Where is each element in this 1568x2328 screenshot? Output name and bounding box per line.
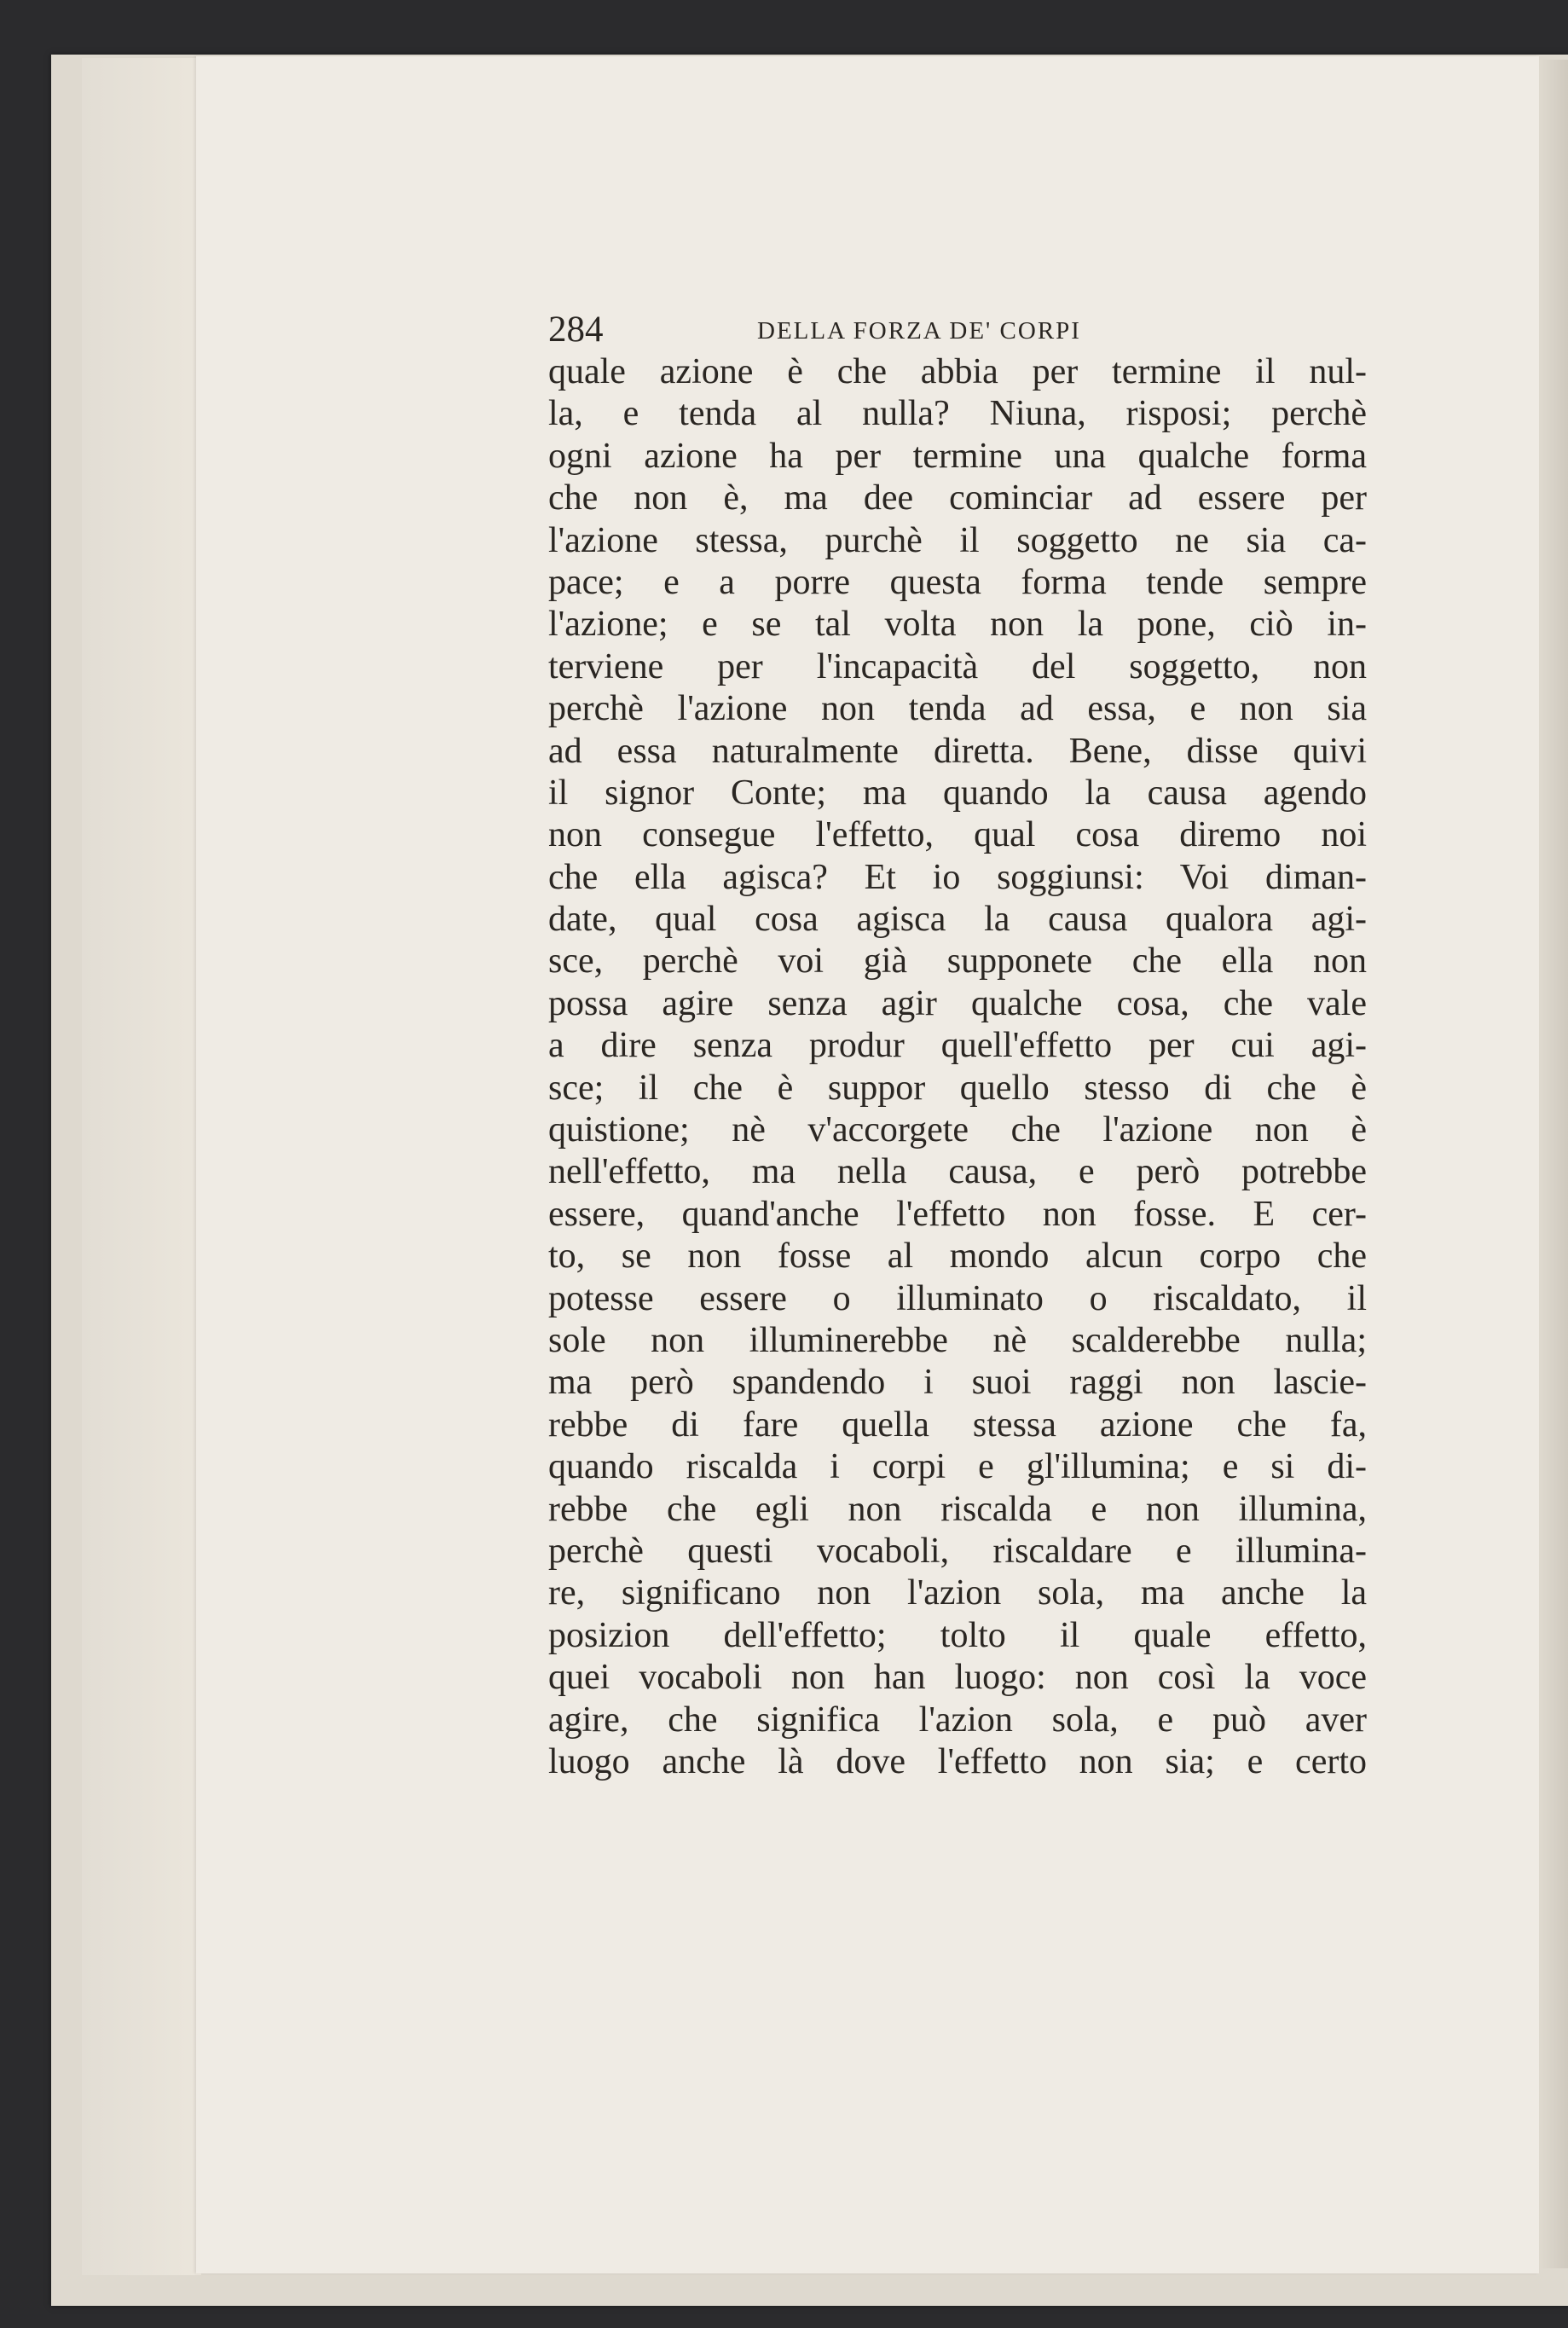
text-line: to, se non fosse al mondo alcun corpo che (548, 1236, 1367, 1277)
text-line: terviene per l'incapacità del soggetto, non (548, 646, 1367, 686)
text-line: luogo anche là dove l'effetto non sia; e certo (548, 1741, 1367, 1781)
text-line: sce; il che è suppor quello stesso di che è (548, 1068, 1367, 1108)
text-line: quei vocaboli non han luogo: non così la voce (548, 1658, 1367, 1698)
text-line: quale azione è che abbia per termine il nul- (548, 352, 1367, 391)
text-line: la, e tenda al nulla? Niuna, risposi; perchè (548, 394, 1367, 434)
text-line: perchè l'azione non tenda ad essa, e non sia (548, 689, 1367, 729)
text-line: posizion dell'effetto; tolto il quale effetto, (548, 1615, 1367, 1655)
text-line: che ella agisca? Et io soggiunsi: Voi diman- (548, 857, 1367, 897)
running-head (548, 309, 1367, 351)
text-line: il signor Conte; ma quando la causa agendo (548, 773, 1367, 813)
text-line: pace; e a porre questa forma tende sempre (548, 562, 1367, 602)
text-line: rebbe che egli non riscalda e non illumina, (548, 1489, 1367, 1529)
text-line: l'azione; e se tal volta non la pone, ciò in- (548, 605, 1367, 645)
text-line: ma però spandendo i suoi raggi non lascie- (548, 1363, 1367, 1403)
text-line: sce, perchè voi già supponete che ella non (548, 941, 1367, 982)
text-line: sole non illuminerebbe nè scalderebbe nulla; (548, 1320, 1367, 1360)
running-title: DELLA FORZA DE' CORPI (757, 317, 1081, 345)
text-line: rebbe di fare quella stessa azione che fa, (548, 1404, 1367, 1445)
text-line: essere, quand'anche l'effetto non fosse. E cer- (548, 1194, 1367, 1234)
text-line: non consegue l'effetto, qual cosa diremo noi (548, 815, 1367, 855)
text-line: re, significano non l'azion sola, ma anche la (548, 1573, 1367, 1613)
text-line: che non è, ma dee cominciar ad essere per (548, 478, 1367, 518)
page-text-block (548, 309, 1367, 1783)
text-line: perchè questi vocaboli, riscaldare e illumina- (548, 1531, 1367, 1571)
text-line: nell'effetto, ma nella causa, e però potrebbe (548, 1152, 1367, 1192)
text-line: agire, che significa l'azion sola, e può aver (548, 1700, 1367, 1740)
text-line: ogni azione ha per termine una qualche forma (548, 436, 1367, 476)
text-line: possa agire senza agir qualche cosa, che vale (548, 983, 1367, 1023)
text-line: quando riscalda i corpi e gl'illumina; e si di- (548, 1447, 1367, 1487)
body-text (548, 351, 1367, 1783)
page-left-margin (82, 58, 201, 2275)
text-line: date, qual cosa agisca la causa qualora agi- (548, 900, 1367, 940)
text-line: a dire senza produr quell'effetto per cui agi- (548, 1026, 1367, 1066)
text-line: l'azione stessa, purchè il soggetto ne sia ca- (548, 520, 1367, 560)
page-number: 284 (548, 310, 604, 350)
text-line: ad essa naturalmente diretta. Bene, disse quivi (548, 731, 1367, 771)
text-line: potesse essere o illuminato o riscaldato, il (548, 1278, 1367, 1318)
text-line: quistione; nè v'accorgete che l'azione non è (548, 1110, 1367, 1150)
